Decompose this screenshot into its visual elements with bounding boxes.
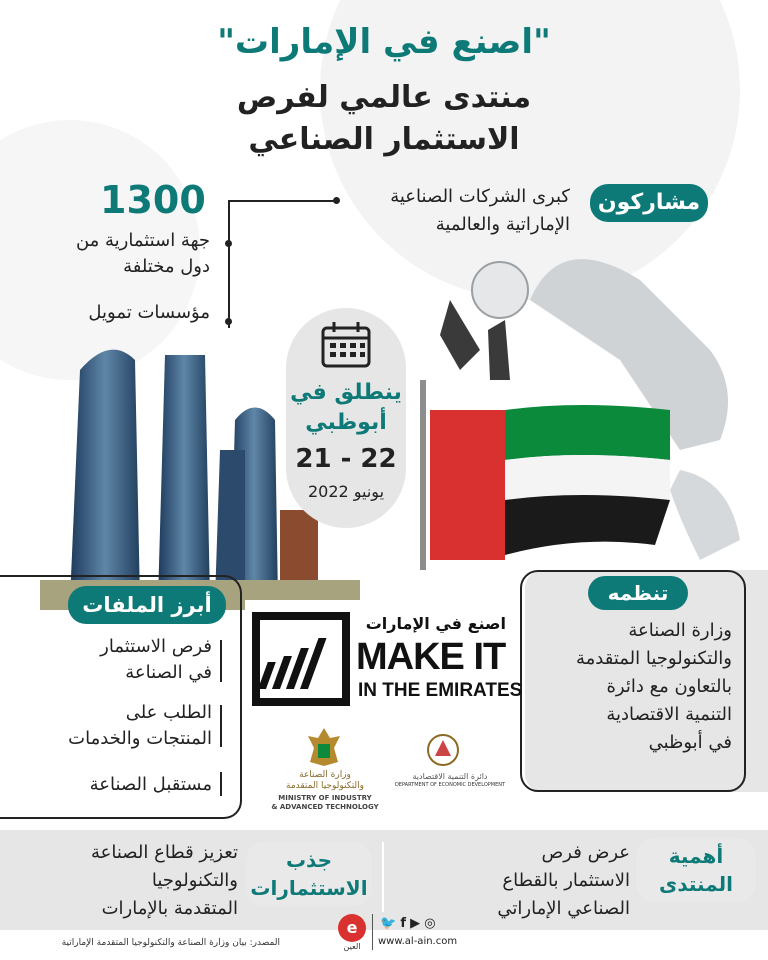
attract-line2: والتكنولوجيا <box>151 870 238 891</box>
launch-city: أبوظبي <box>305 410 387 435</box>
importance-line1: عرض فرص <box>541 842 630 863</box>
attract-badge-line2: الاستثمارات <box>250 876 368 900</box>
file-item-1-line1: فرص الاستثمار <box>100 636 212 657</box>
organizer-line5: في أبوظبي <box>648 732 732 753</box>
divider <box>220 772 222 796</box>
connector-dot <box>225 240 232 247</box>
participants-count: 1300 <box>100 178 206 222</box>
file-item-1-line2: في الصناعة <box>125 662 212 683</box>
importance-badge-line2: المنتدى <box>659 872 733 896</box>
page-subtitle-line2: الاستثمار الصناعي <box>248 122 520 157</box>
companies-line2: الإماراتية والعالمية <box>435 214 570 235</box>
source-note: المصدر: بيان وزارة الصناعة والتكنولوجيا المتقدمة الإماراتية <box>61 938 280 948</box>
launch-month: يونيو 2022 <box>307 482 385 501</box>
ministry-english-line1: MINISTRY OF INDUSTRY <box>278 794 372 802</box>
bottom-divider <box>382 842 384 912</box>
file-item-2-line1: الطلب على <box>125 702 212 723</box>
organizer-line4: التنمية الاقتصادية <box>606 704 732 725</box>
connector-dot <box>225 318 232 325</box>
connector-line <box>228 200 336 202</box>
twitter-icon[interactable]: 🐦 <box>380 916 397 931</box>
launch-days: 21 - 22 <box>295 444 397 474</box>
department-arabic: دائرة التنمية الاقتصادية <box>412 772 488 781</box>
al-ain-brand: العين <box>343 942 361 951</box>
organizer-line3: بالتعاون مع دائرة <box>606 676 732 697</box>
attract-badge-line1: جذب <box>285 848 333 872</box>
participants-badge: مشاركون <box>590 184 708 222</box>
file-item-3: مستقبل الصناعة <box>89 774 212 795</box>
importance-badge <box>636 838 756 902</box>
organizer-line1: وزارة الصناعة <box>628 620 732 641</box>
youtube-icon[interactable]: ▶ <box>410 916 421 931</box>
attract-line3: المتقدمة بالإمارات <box>101 898 238 919</box>
companies-line1: كبرى الشركات الصناعية <box>390 186 570 207</box>
entities-line2: دول مختلفة <box>123 256 210 277</box>
page-title: "اصنع في الإمارات" <box>217 22 551 62</box>
instagram-icon[interactable]: ◎ <box>424 916 436 931</box>
abu-dhabi-emblem-icon <box>426 732 460 768</box>
connector-line <box>228 200 230 328</box>
facebook-icon[interactable]: f <box>400 916 406 931</box>
make-it-logo-english-1: MAKE IT <box>356 636 506 678</box>
importance-badge-line1: أهمية <box>668 844 724 868</box>
organizer-line2: والتكنولوجيا المتقدمة <box>576 648 732 669</box>
connector-dot <box>333 197 340 204</box>
launch-line1: ينطلق في <box>290 380 402 405</box>
ministry-arabic-line2: والتكنولوجيا المتقدمة <box>286 781 364 791</box>
ministry-english-line2: & ADVANCED TECHNOLOGY <box>271 803 379 811</box>
importance-line3: الصناعي الإماراتي <box>497 898 630 919</box>
divider <box>220 640 222 682</box>
uae-emblem-icon <box>306 726 342 768</box>
ministry-arabic-line1: وزارة الصناعة <box>299 770 351 780</box>
page-subtitle-line1: منتدى عالمي لفرص <box>236 80 532 115</box>
make-it-logo-english-2: IN THE EMIRATES <box>358 680 523 701</box>
social-icons <box>380 916 436 931</box>
attract-line1: تعزيز قطاع الصناعة <box>90 842 238 863</box>
files-badge: أبرز الملفات <box>68 586 226 624</box>
footer-divider <box>372 914 373 950</box>
importance-line2: الاستثمار بالقطاع <box>502 870 630 891</box>
website-link[interactable]: www.al-ain.com <box>378 936 458 947</box>
department-english: DEPARTMENT OF ECONOMIC DEVELOPMENT <box>394 782 506 788</box>
file-item-2-line2: المنتجات والخدمات <box>68 728 212 749</box>
organizer-badge: تنظمه <box>588 576 688 610</box>
divider <box>220 705 222 747</box>
make-it-logo-mark <box>252 612 352 707</box>
entities-line1: جهة استثمارية من <box>75 230 210 251</box>
finance-institutions: مؤسسات تمويل <box>88 302 210 323</box>
robot-flag-illustration <box>410 240 750 570</box>
calendar-icon <box>320 320 372 368</box>
make-it-logo-arabic: اصنع في الإمارات <box>365 614 506 633</box>
attract-badge <box>246 842 372 906</box>
al-ain-logo-icon: e <box>338 914 366 942</box>
